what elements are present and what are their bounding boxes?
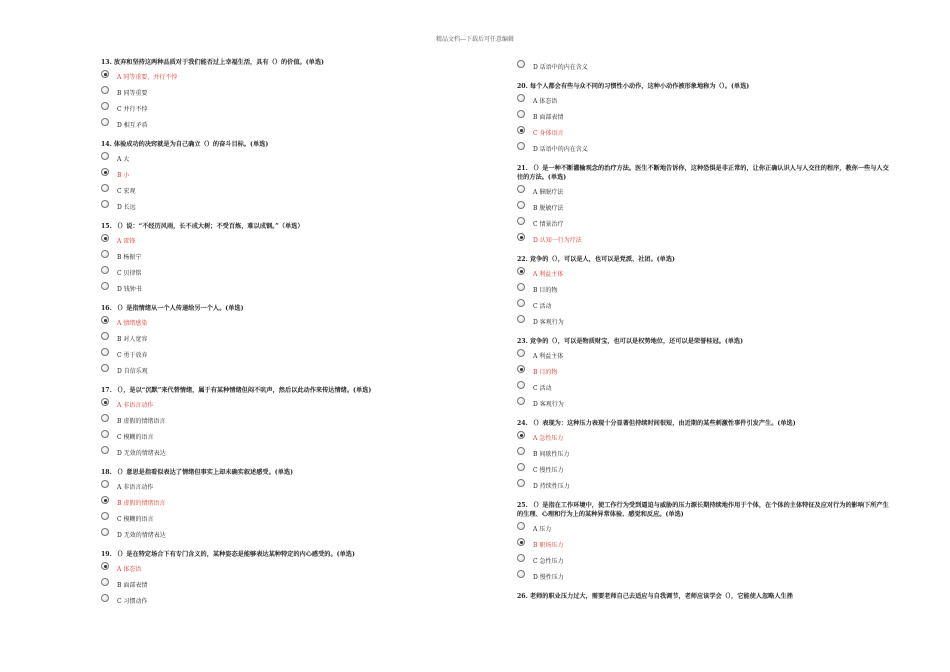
radio-unselected-icon[interactable] <box>101 200 109 208</box>
question-text: 19. （）是在特定场合下有专门含义的，某种姿态是能够表达某种特定的内心感受的。(单选) <box>101 551 355 558</box>
option-label: B 杨振宁 <box>117 254 142 261</box>
answer-option[interactable] <box>101 68 476 84</box>
radio-unselected-icon[interactable] <box>101 480 109 488</box>
radio-unselected-icon[interactable] <box>517 570 525 578</box>
option-label: B 面部表情 <box>533 114 564 121</box>
radio-unselected-icon[interactable] <box>101 528 109 536</box>
radio-unselected-icon[interactable] <box>517 201 525 209</box>
option-label: D 话语中的内在含义 <box>533 64 588 71</box>
radio-unselected-icon[interactable] <box>517 185 525 193</box>
option-label: D 长远 <box>117 204 136 211</box>
answer-option[interactable] <box>101 100 476 116</box>
question-block <box>101 304 476 378</box>
question-block <box>101 550 476 608</box>
option-label: C 活动 <box>533 303 552 310</box>
radio-unselected-icon[interactable] <box>517 142 525 150</box>
option-label: B 脱敏疗法 <box>533 205 564 212</box>
radio-unselected-icon[interactable] <box>517 397 525 405</box>
option-label: C 宏观 <box>117 188 136 195</box>
answer-option[interactable] <box>517 347 892 363</box>
option-label: C 模糊的语言 <box>117 516 154 523</box>
radio-unselected-icon[interactable] <box>101 102 109 110</box>
option-label: B 间歇性压力 <box>533 451 570 458</box>
radio-unselected-icon[interactable] <box>101 184 109 192</box>
question-block <box>517 337 892 411</box>
answer-option[interactable] <box>101 526 476 542</box>
radio-unselected-icon[interactable] <box>101 282 109 290</box>
answer-option[interactable] <box>101 280 476 296</box>
question-text: 22. 竞争的（），可以是人，也可以是党派、社团。(单选) <box>517 256 675 263</box>
answer-option[interactable] <box>101 428 476 444</box>
radio-unselected-icon[interactable] <box>517 299 525 307</box>
answer-option[interactable] <box>517 231 892 247</box>
answer-option[interactable] <box>101 330 476 346</box>
radio-unselected-icon[interactable] <box>517 447 525 455</box>
question-text: 20. 每个人都会有些与众不同的习惯性小动作，这种小动作被形象地称为（）。(单选) <box>517 83 750 90</box>
option-label: A 大 <box>117 156 130 163</box>
answer-option[interactable] <box>101 346 476 362</box>
radio-selected-icon[interactable] <box>517 267 525 275</box>
answer-option[interactable] <box>517 461 892 477</box>
option-label: D 持续性压力 <box>533 483 570 490</box>
radio-selected-icon[interactable] <box>101 70 109 78</box>
answer-option[interactable] <box>517 92 892 108</box>
answer-option[interactable] <box>517 281 892 297</box>
option-label: B 面部表情 <box>117 582 148 589</box>
option-label: C 模糊的语言 <box>117 434 154 441</box>
option-label: B 对人宽容 <box>117 336 148 343</box>
answer-option[interactable] <box>101 362 476 378</box>
answer-option[interactable] <box>101 84 476 100</box>
answer-option[interactable] <box>101 198 476 214</box>
question-block <box>517 82 892 156</box>
radio-unselected-icon[interactable] <box>517 349 525 357</box>
option-label: A 非语言动作 <box>117 484 154 491</box>
option-label: A 催眠疗法 <box>533 189 564 196</box>
question-text: 15. （）说：“不经历风雨，长不成大树；不受百炼，难以成钢。”（单选） <box>101 223 304 230</box>
option-label: D 客观行为 <box>533 319 564 326</box>
question-text: 14. 体验成功的决窍就是为自己确立（）的奋斗目标。(单选) <box>101 141 269 148</box>
radio-selected-icon[interactable] <box>517 431 525 439</box>
radio-unselected-icon[interactable] <box>101 332 109 340</box>
answer-option[interactable] <box>101 510 476 526</box>
answer-option[interactable] <box>517 568 892 584</box>
option-label: D 无效的情绪表达 <box>117 532 166 539</box>
answer-option[interactable] <box>517 429 892 445</box>
left-column <box>101 58 476 616</box>
option-label: B 目的物 <box>533 369 558 376</box>
option-label: A 体态语 <box>533 98 558 105</box>
answer-option[interactable] <box>101 314 476 330</box>
option-label: D 无效的情绪表达 <box>117 450 166 457</box>
question-text: 21. （）是一种不断灌输观念的治疗方法。医生不断地告诉你，这种恐惧是非正常的，让你正确认识人与人交往的程序，教你一些与人交往的方法。(单选) <box>517 165 889 181</box>
question-block <box>101 386 476 460</box>
option-label: D 钱钟书 <box>117 286 142 293</box>
right-column <box>517 58 892 609</box>
option-label: B 目的物 <box>533 287 558 294</box>
option-label: A 利益主体 <box>533 271 564 278</box>
option-label: D 相互矛盾 <box>117 122 148 129</box>
answer-option[interactable] <box>517 58 892 74</box>
question-text: 24. （）表现为：这种压力表现十分显著但持续时间很短，由近期的某些刺激性事件引发产生。(单选) <box>517 420 796 427</box>
question-block <box>101 58 476 132</box>
answer-option[interactable] <box>517 363 892 379</box>
radio-selected-icon[interactable] <box>517 233 525 241</box>
radio-unselected-icon[interactable] <box>101 512 109 520</box>
question-block <box>517 58 892 74</box>
radio-unselected-icon[interactable] <box>101 348 109 356</box>
option-label: D 客观行为 <box>533 401 564 408</box>
answer-option[interactable] <box>517 140 892 156</box>
option-label: B 职场压力 <box>533 542 564 549</box>
option-label: C 勇于放弃 <box>117 352 148 359</box>
question-block <box>517 255 892 329</box>
answer-option[interactable] <box>101 444 476 460</box>
radio-unselected-icon[interactable] <box>517 463 525 471</box>
question-text: 26. 老师的职业压力过大，需要老师自己去适应与自我调节，老师应该学会（），它能使人忽略人生挫 <box>517 593 793 600</box>
answer-option[interactable] <box>517 215 892 231</box>
answer-option[interactable] <box>517 477 892 493</box>
option-label: C 贝律铭 <box>117 270 142 277</box>
radio-unselected-icon[interactable] <box>517 110 525 118</box>
radio-unselected-icon[interactable] <box>101 152 109 160</box>
option-label: A 体态语 <box>117 566 142 573</box>
option-label: A 利益主体 <box>533 353 564 360</box>
question-block <box>517 164 892 247</box>
option-label: C 习惯动作 <box>117 598 148 605</box>
option-label: B 虚假的情绪语言 <box>117 500 166 507</box>
option-label: B 虚假的情绪语言 <box>117 418 166 425</box>
option-label: B 同等重要 <box>117 90 148 97</box>
answer-option[interactable] <box>517 199 892 215</box>
option-label: A 急性压力 <box>533 435 564 442</box>
radio-selected-icon[interactable] <box>517 538 525 546</box>
answer-option[interactable] <box>101 396 476 412</box>
option-label: D 慢性压力 <box>533 574 564 581</box>
answer-option[interactable] <box>101 150 476 166</box>
option-label: D 认知一行为疗法 <box>533 237 582 244</box>
answer-option[interactable] <box>101 264 476 280</box>
radio-unselected-icon[interactable] <box>517 479 525 487</box>
option-label: A 非语言动作 <box>117 402 154 409</box>
option-label: A 同等重要、并行不悖 <box>117 74 178 81</box>
answer-option[interactable] <box>101 494 476 510</box>
answer-option[interactable] <box>517 313 892 329</box>
radio-unselected-icon[interactable] <box>517 315 525 323</box>
radio-unselected-icon[interactable] <box>101 364 109 372</box>
answer-option[interactable] <box>517 379 892 395</box>
answer-option[interactable] <box>101 166 476 182</box>
answer-option[interactable] <box>101 560 476 576</box>
question-block <box>517 419 892 493</box>
answer-option[interactable] <box>517 445 892 461</box>
question-block <box>517 592 892 601</box>
radio-selected-icon[interactable] <box>101 168 109 176</box>
question-text: 18. （）意思是指看似表达了情绪但事实上却未确实叙述感受。(单选) <box>101 469 294 476</box>
radio-unselected-icon[interactable] <box>101 578 109 586</box>
radio-selected-icon[interactable] <box>101 316 109 324</box>
answer-option[interactable] <box>101 116 476 132</box>
radio-unselected-icon[interactable] <box>101 414 109 422</box>
radio-unselected-icon[interactable] <box>101 118 109 126</box>
question-block <box>101 222 476 296</box>
answer-option[interactable] <box>517 536 892 552</box>
option-label: D 话语中的内在含义 <box>533 146 588 153</box>
radio-unselected-icon[interactable] <box>517 554 525 562</box>
answer-option[interactable] <box>101 592 476 608</box>
answer-option[interactable] <box>517 552 892 568</box>
radio-unselected-icon[interactable] <box>517 60 525 68</box>
radio-unselected-icon[interactable] <box>517 381 525 389</box>
radio-unselected-icon[interactable] <box>517 217 525 225</box>
radio-selected-icon[interactable] <box>517 365 525 373</box>
answer-option[interactable] <box>101 412 476 428</box>
question-block <box>101 468 476 542</box>
question-block <box>101 140 476 214</box>
answer-option[interactable] <box>101 478 476 494</box>
radio-unselected-icon[interactable] <box>517 94 525 102</box>
radio-selected-icon[interactable] <box>101 234 109 242</box>
radio-selected-icon[interactable] <box>101 496 109 504</box>
option-label: A 压力 <box>533 526 552 533</box>
option-label: C 慢性压力 <box>533 467 564 474</box>
page-header: 精品文档---下载后可任意编辑 <box>435 36 515 43</box>
option-label: C 情景治疗 <box>533 221 564 228</box>
option-label: A 情绪感染 <box>117 320 148 327</box>
radio-selected-icon[interactable] <box>101 398 109 406</box>
answer-option[interactable] <box>517 265 892 281</box>
question-block <box>517 501 892 584</box>
answer-option[interactable] <box>517 183 892 199</box>
radio-unselected-icon[interactable] <box>101 430 109 438</box>
answer-option[interactable] <box>517 297 892 313</box>
option-label: D 自信乐观 <box>117 368 148 375</box>
answer-option[interactable] <box>517 108 892 124</box>
answer-option[interactable] <box>517 395 892 411</box>
radio-selected-icon[interactable] <box>517 126 525 134</box>
option-label: C 身体语言 <box>533 130 564 137</box>
radio-unselected-icon[interactable] <box>517 283 525 291</box>
radio-unselected-icon[interactable] <box>101 266 109 274</box>
option-label: C 活动 <box>533 385 552 392</box>
answer-option[interactable] <box>517 124 892 140</box>
answer-option[interactable] <box>101 576 476 592</box>
question-text: 23. 竞争的（），可以是物质财宝，也可以是权势地位，还可以是荣誉桂冠。(单选) <box>517 338 744 345</box>
option-label: B 小 <box>117 172 130 179</box>
answer-option[interactable] <box>101 232 476 248</box>
option-label: C 并行不悖 <box>117 106 148 113</box>
answer-option[interactable] <box>517 520 892 536</box>
answer-option[interactable] <box>101 182 476 198</box>
radio-unselected-icon[interactable] <box>101 250 109 258</box>
answer-option[interactable] <box>101 248 476 264</box>
radio-unselected-icon[interactable] <box>101 86 109 94</box>
question-text: 16. （）是指情绪从一个人传递给另一个人。(单选) <box>101 305 244 312</box>
question-text: 25. （）是指在工作环境中，使工作行为受到逼迫与威胁的压力源长期持续地作用于个体，在个体的主体特征及应对行为的影响下所产生的生理、心理和行为上的某种异常体验、感觉和反应。(单选) <box>517 502 889 518</box>
question-text: 13. 放弃和坚持这两种品质对于我们能否过上幸福生活，具有（）的价值。(单选) <box>101 59 324 66</box>
option-label: A 雷锋 <box>117 238 136 245</box>
radio-unselected-icon[interactable] <box>101 594 109 602</box>
radio-selected-icon[interactable] <box>101 562 109 570</box>
radio-unselected-icon[interactable] <box>101 446 109 454</box>
question-text: 17. （），是以“沉默”来代替情绪，属于有某种情绪但闷不吭声，然后以此动作来传达情绪。(单选) <box>101 387 372 394</box>
radio-unselected-icon[interactable] <box>517 522 525 530</box>
option-label: C 急性压力 <box>533 558 564 565</box>
